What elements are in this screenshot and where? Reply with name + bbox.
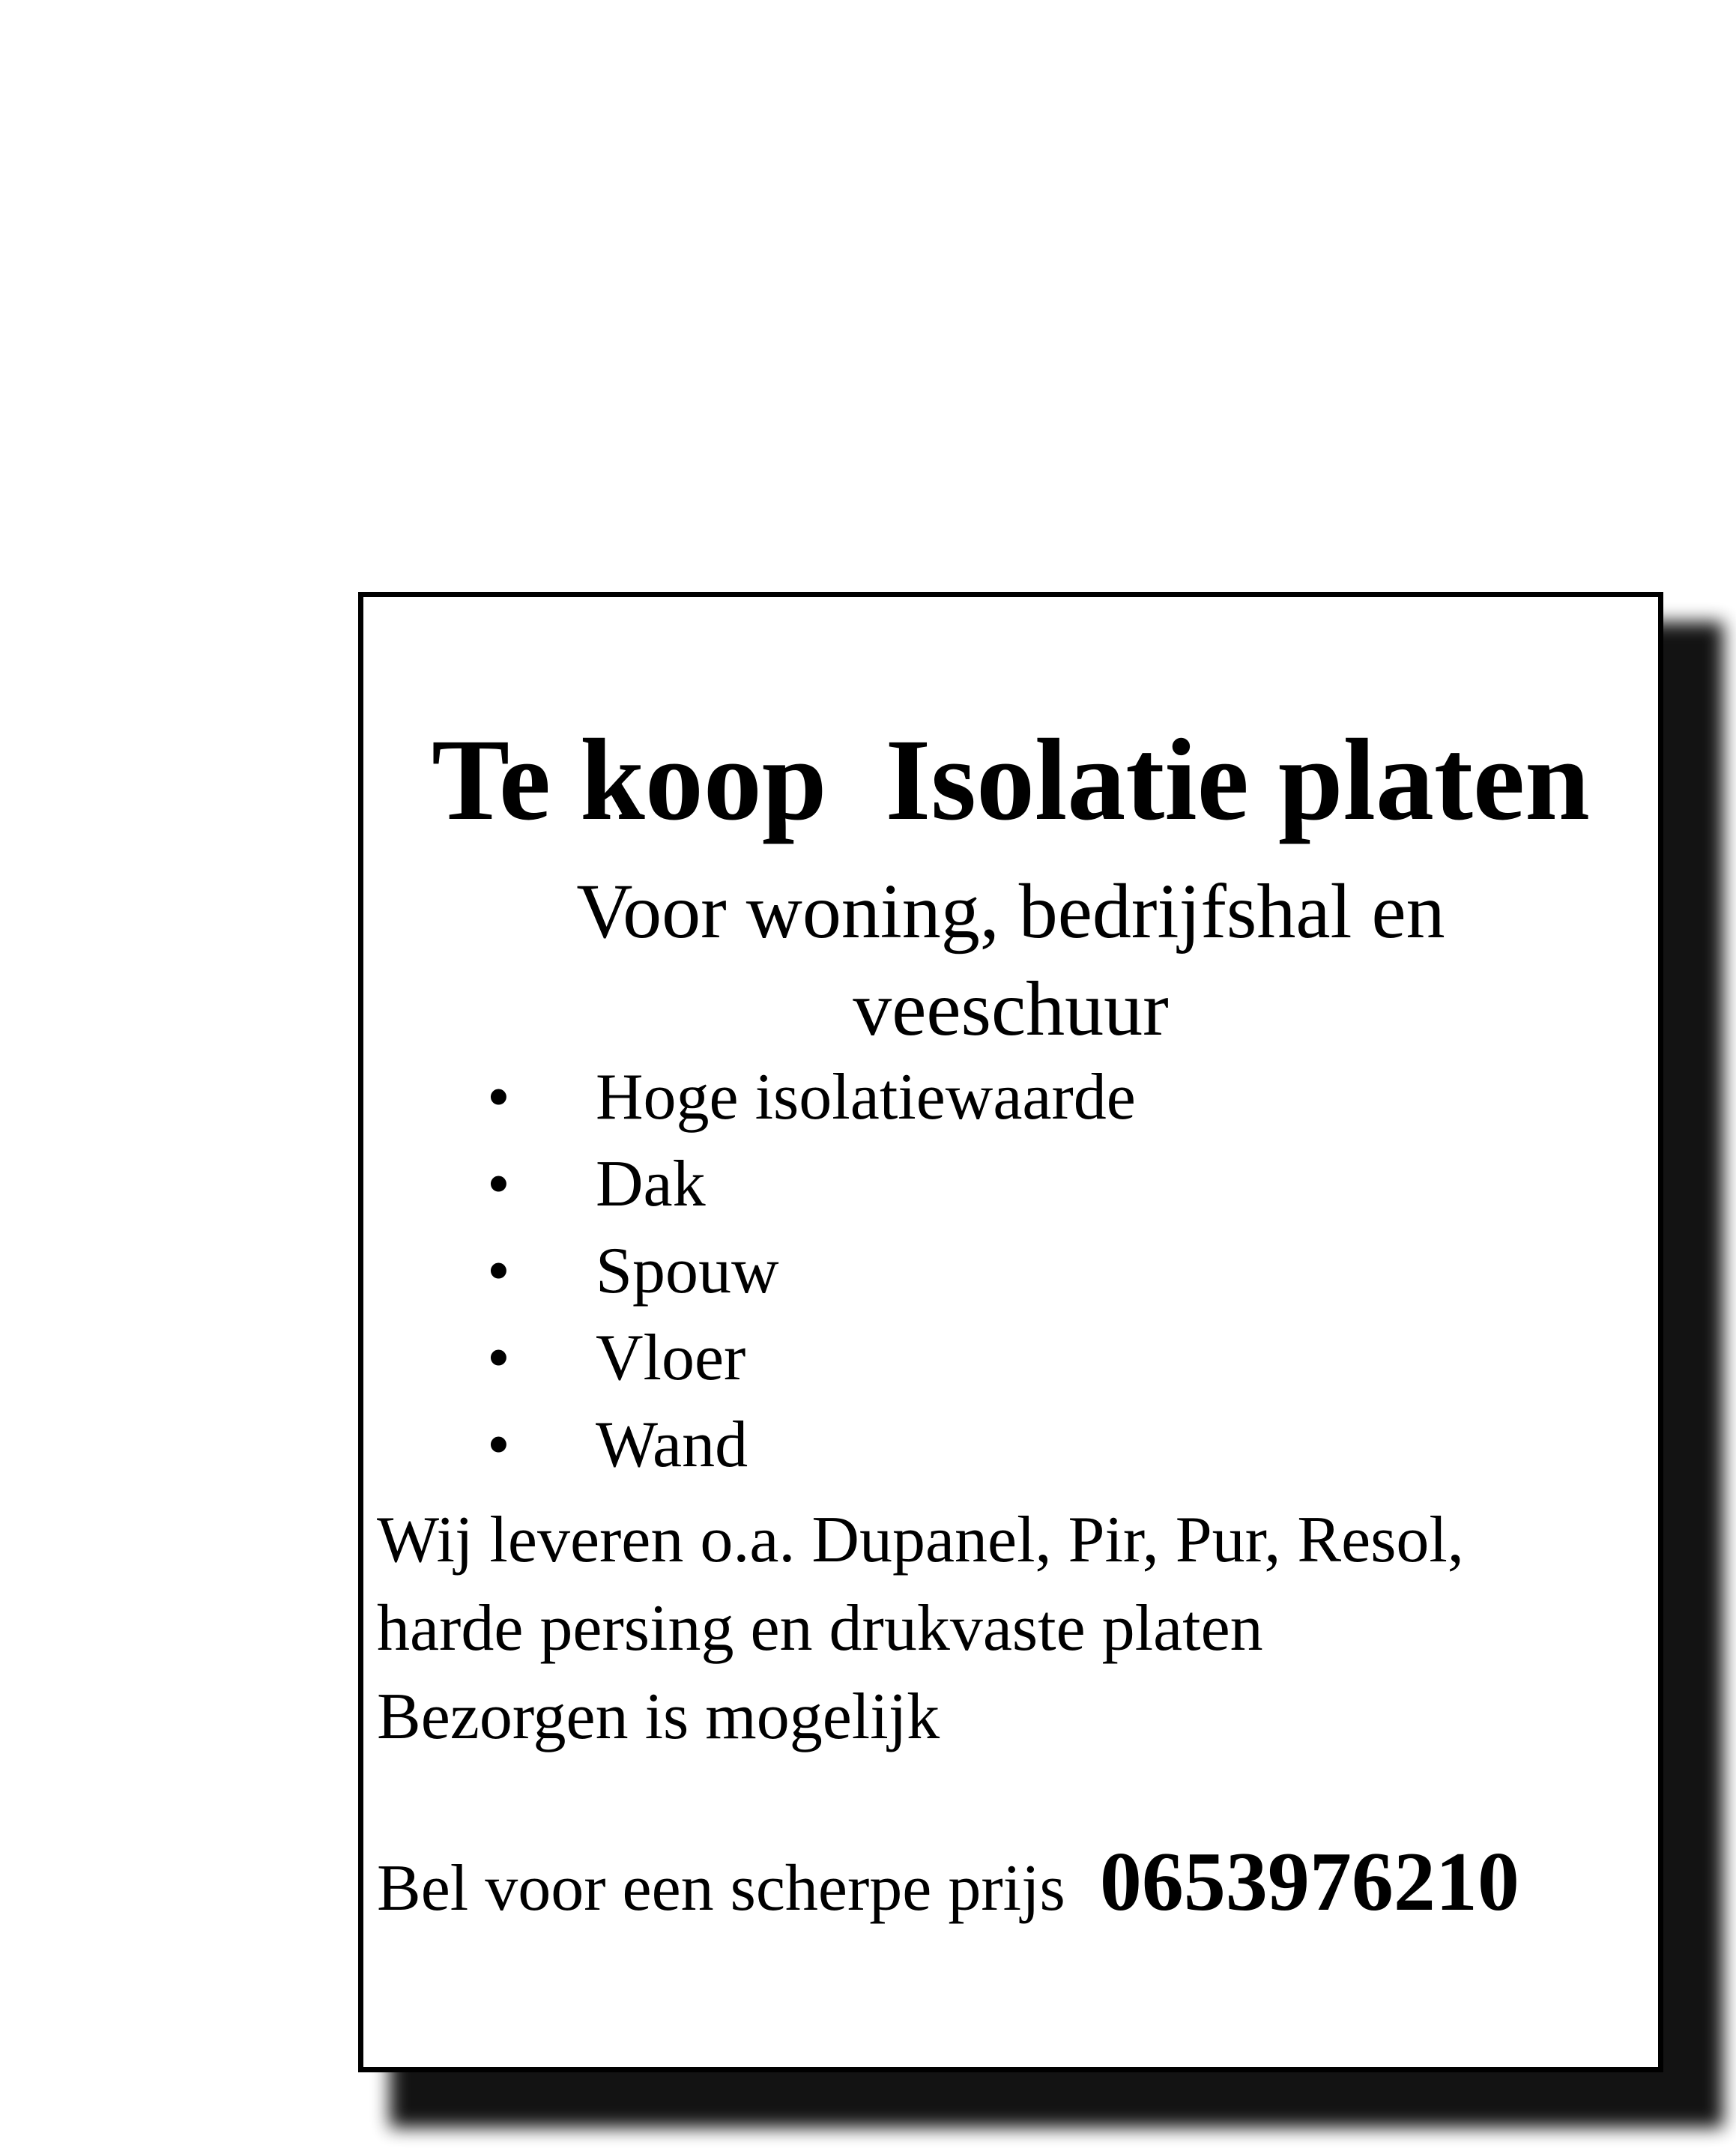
feature-item	[487, 1054, 1136, 1141]
body-line-products: Wij leveren o.a. Dupanel, Pir, Pur, Resol,	[377, 1504, 1464, 1576]
feature-item	[487, 1228, 1136, 1315]
bullet-icon: •	[487, 1322, 510, 1394]
ad-headline: Te koop Isolatie platen	[432, 715, 1590, 844]
contact-label: Bel voor een scherpe prijs	[377, 1852, 1065, 1925]
feature-label: Hoge isolatiewaarde	[596, 1061, 1136, 1134]
feature-item	[487, 1402, 1136, 1489]
bullet-icon: •	[487, 1409, 510, 1481]
ad-body	[377, 1496, 1464, 1761]
bullet-icon: •	[487, 1235, 510, 1307]
ad-subtitle-line-2: veeschuur	[853, 966, 1169, 1052]
phone-number: 0653976210	[1099, 1836, 1519, 1928]
feature-label: Spouw	[596, 1235, 779, 1307]
feature-label: Dak	[596, 1148, 706, 1220]
ad-subtitle	[363, 863, 1658, 1058]
body-line-delivery: Bezorgen is mogelijk	[377, 1680, 940, 1753]
feature-label: Vloer	[596, 1322, 746, 1394]
contact-line	[377, 1833, 1519, 1937]
feature-item	[487, 1315, 1136, 1402]
bullet-icon: •	[487, 1148, 510, 1220]
bullet-icon: •	[487, 1061, 510, 1134]
ad-subtitle-line-1: Voor woning, bedrijfshal en	[576, 868, 1445, 955]
feature-item	[487, 1141, 1136, 1228]
classified-ad	[358, 592, 1663, 2072]
feature-label: Wand	[596, 1409, 748, 1481]
body-line-types: harde persing en drukvaste platen	[377, 1592, 1263, 1665]
feature-list	[487, 1054, 1136, 1489]
